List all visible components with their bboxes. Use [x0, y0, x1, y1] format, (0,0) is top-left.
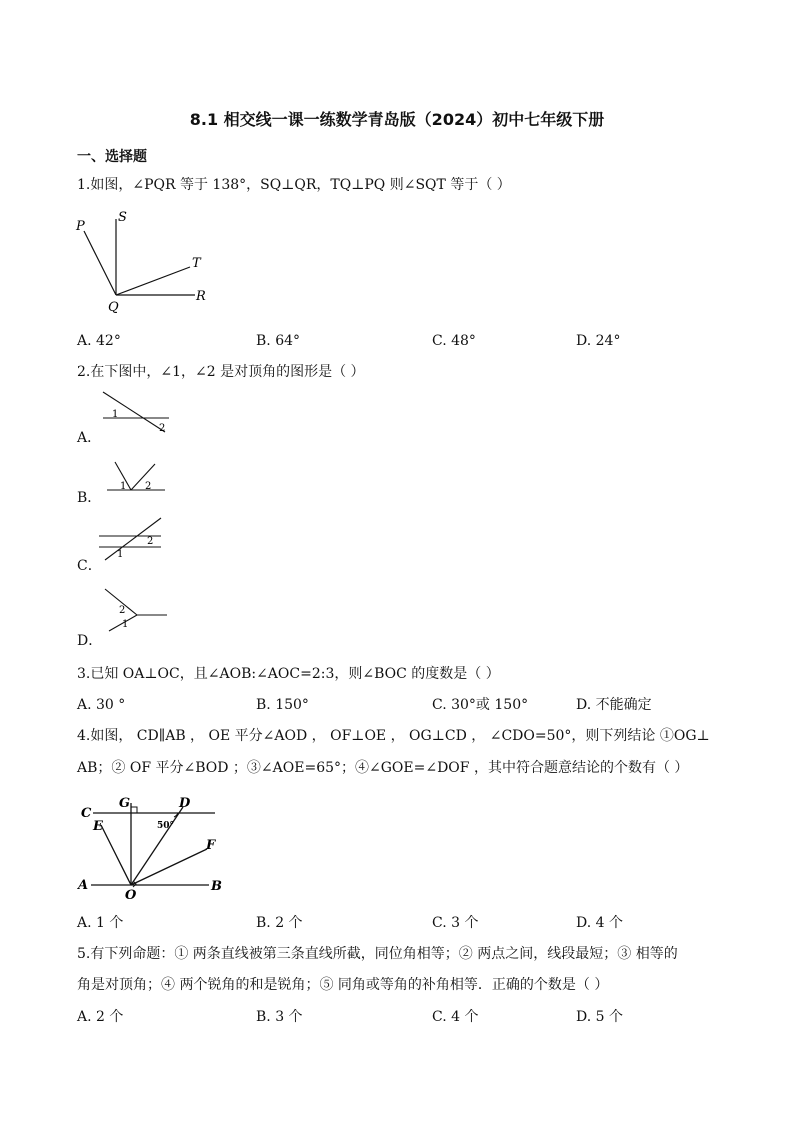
q4-label-angle: 50°: [157, 821, 175, 831]
q1-label-P: P: [76, 219, 85, 234]
q1-option-a: A. 42°: [77, 333, 121, 349]
q2-figure-c: [95, 514, 175, 564]
q1-label-Q: Q: [108, 300, 119, 315]
q2-stem: 2.在下图中，∠1，∠2 是对顶角的图形是（ ）: [77, 364, 365, 380]
q2-figure-a: [95, 388, 175, 438]
q4-label-A: A: [78, 878, 89, 893]
q5-option-a: A. 2 个: [77, 1009, 124, 1025]
q4-option-c: C. 3 个: [432, 915, 479, 931]
q5-option-b: B. 3 个: [256, 1009, 303, 1025]
q3-option-c: C. 30°或 150°: [432, 697, 529, 713]
q1-stem: 1.如图，∠PQR 等于 138°，SQ⊥QR，TQ⊥PQ 则∠SQT 等于（ ）: [77, 177, 511, 193]
q2-figure-b: [95, 458, 175, 498]
q5-option-c: C. 4 个: [432, 1009, 479, 1025]
q1-label-S: S: [118, 210, 127, 225]
q4-option-d: D. 4 个: [576, 915, 623, 931]
q3-option-b: B. 150°: [256, 697, 309, 713]
q4-figure: [75, 795, 235, 905]
q1-label-T: T: [192, 256, 201, 271]
q4-label-D: D: [179, 796, 191, 811]
q2d-angle-2: 2: [119, 605, 126, 616]
q4-label-C: C: [81, 806, 92, 821]
q2-option-d: D．: [77, 633, 103, 649]
q2d-angle-1: 1: [122, 619, 129, 630]
q4-option-a: A. 1 个: [77, 915, 124, 931]
q1-label-R: R: [196, 289, 206, 304]
q4-label-F: F: [206, 838, 216, 853]
q2a-angle-1: 1: [112, 409, 119, 420]
q4-option-b: B. 2 个: [256, 915, 303, 931]
q2-option-a: A．: [77, 430, 102, 446]
q2a-angle-2: 2: [159, 423, 166, 434]
q2b-angle-1: 1: [120, 481, 127, 492]
q4-stem-line2: AB；② OF 平分∠BOD ；③∠AOE=65°；④∠GOE=∠DOF ，其中符合题意结论的个数有（ ）: [77, 760, 689, 776]
q2-option-b: B．: [77, 490, 102, 506]
q2c-angle-2: 2: [147, 536, 154, 547]
q4-label-G: G: [119, 796, 131, 811]
q5-stem-line1: 5.有下列命题：① 两条直线被第三条直线所截，同位角相等；② 两点之间，线段最短；③ 相等的: [77, 946, 678, 962]
q5-option-d: D. 5 个: [576, 1009, 623, 1025]
page-title: 8.1 相交线一课一练数学青岛版（2024）初中七年级下册: [189, 110, 605, 129]
q1-figure: [70, 205, 220, 315]
q4-label-B: B: [211, 879, 222, 894]
q2b-angle-2: 2: [145, 481, 152, 492]
section-heading: 一、选择题: [77, 149, 147, 165]
q2c-angle-1: 1: [117, 549, 124, 560]
q2-option-c: C．: [77, 558, 102, 574]
q5-stem-line2: 角是对顶角；④ 两个锐角的和是锐角；⑤ 同角或等角的补角相等．正确的个数是（ ）: [77, 977, 609, 993]
q1-option-c: C. 48°: [432, 333, 476, 349]
q3-stem: 3.已知 OA⊥OC，且∠AOB:∠AOC=2:3，则∠BOC 的度数是（ ）: [77, 666, 500, 682]
q4-label-E: E: [93, 819, 103, 834]
q3-option-a: A. 30 °: [77, 697, 126, 713]
q4-label-O: O: [125, 888, 137, 903]
q1-option-d: D. 24°: [576, 333, 621, 349]
q2-figure-d: [95, 585, 175, 635]
q3-option-d: D. 不能确定: [576, 697, 652, 713]
q4-stem-line1: 4.如图， CD∥AB ， OE 平分∠AOD ， OF⊥OE ， OG⊥CD ， ∠CDO=50°，则下列结论 ①OG⊥: [77, 728, 710, 744]
q1-option-b: B. 64°: [256, 333, 301, 349]
